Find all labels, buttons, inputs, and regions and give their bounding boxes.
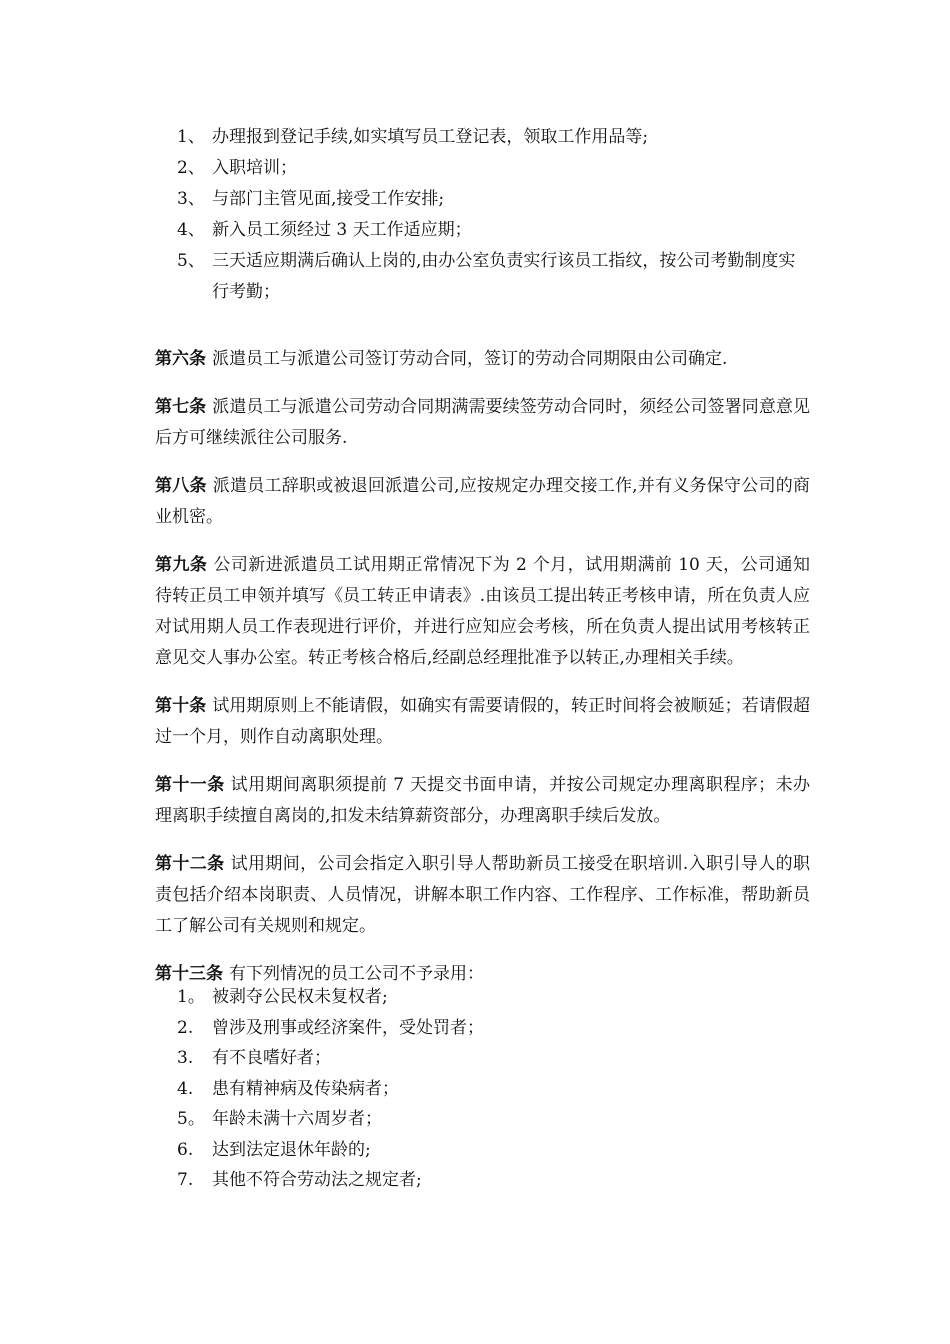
article-text: 试用期原则上不能请假，如确实有需要请假的，转正时间将会被顺延；若请假超过一个月，则作自动离职处理。 (155, 696, 811, 747)
list-text: 三天适应期满后确认上岗的,由办公室负责实行该员工指纹，按公司考勤制度实行考勤； (212, 251, 796, 302)
article-10 (155, 691, 810, 753)
list-text: 入职培训； (212, 158, 297, 178)
list-item (155, 1104, 810, 1135)
article-text: 派遣员工辞职或被退回派遣公司,应按规定办理交接工作,并有义务保守公司的商业机密。 (155, 476, 811, 527)
article-label: 第十一条 (155, 775, 225, 795)
list-item (155, 1135, 810, 1166)
article-8 (155, 471, 810, 533)
list-item (155, 153, 810, 184)
list-item (155, 1013, 810, 1044)
article-11 (155, 770, 810, 832)
list-number: 4、 (177, 220, 205, 240)
list-text: 与部门主管见面,接受工作安排; (212, 189, 445, 209)
article-label: 第九条 (155, 555, 208, 575)
article-9 (155, 550, 810, 674)
list-item (155, 1074, 810, 1105)
list-number: 5。 (177, 1109, 205, 1129)
list-item (155, 246, 810, 308)
article-label: 第六条 (155, 349, 206, 369)
list-number: 6. (177, 1139, 194, 1160)
article-7 (155, 392, 810, 454)
onboarding-steps-list (155, 122, 810, 308)
list-item (155, 982, 810, 1013)
article-text: 派遣员工与派遣公司签订劳动合同，签订的劳动合同期限由公司确定. (212, 349, 728, 369)
list-number: 5、 (177, 251, 205, 271)
list-number: 1。 (177, 987, 205, 1007)
list-number: 7. (177, 1170, 194, 1190)
list-text: 被剥夺公民权未复权者; (212, 987, 388, 1007)
article-text: 试用期间离职须提前 7 天提交书面申请，并按公司规定办理离职程序；未办理离职手续擅自离岗的,扣发未结算薪资部分，办理离职手续后发放。 (155, 775, 811, 826)
list-text: 新入员工须经过 3 天工作适应期； (212, 220, 472, 240)
article-text: 公司新进派遣员工试用期正常情况下为 2 个月，试用期满前 10 天，公司通知待转正员工申领并填写《员工转正申请表》.由该员工提出转正考核申请，所在负责人应对试用期人员工作表现进行评价，并进行应知应会考核，所在负责人提出试用考核转正意见交人事办公室。转正考核合格后,经副总经理批准予以转正,办理相关手续。 (155, 555, 811, 668)
article-text: 派遣员工与派遣公司劳动合同期满需要续签劳动合同时，须经公司签署同意意见后方可继续派往公司服务. (155, 397, 811, 448)
article-label: 第十三条 (155, 964, 223, 984)
articles-section (155, 344, 810, 990)
list-text: 达到法定退休年龄的; (212, 1139, 371, 1160)
article-text: 有下列情况的员工公司不予录用： (229, 964, 484, 984)
list-number: 3、 (177, 189, 205, 209)
list-number: 4. (177, 1078, 194, 1099)
article-label: 第十条 (155, 696, 207, 716)
list-item (155, 1043, 810, 1074)
article-text: 试用期间，公司会指定入职引导人帮助新员工接受在职培训.入职引导人的职责包括介绍本岗职责、人员情况，讲解本职工作内容、工作程序、工作标准，帮助新员工了解公司有关规则和规定。 (155, 854, 810, 936)
article-6 (155, 344, 810, 375)
list-item (155, 184, 810, 215)
list-text: 曾涉及刑事或经济案件，受处罚者； (212, 1017, 484, 1038)
list-text: 患有精神病及传染病者； (212, 1078, 399, 1099)
list-number: 1、 (177, 127, 205, 147)
list-number: 2. (177, 1017, 194, 1038)
article-label: 第十二条 (155, 854, 225, 874)
disqualification-list (155, 982, 810, 1196)
article-12 (155, 849, 810, 942)
list-number: 3. (177, 1048, 194, 1068)
list-text: 有不良嗜好者； (212, 1048, 331, 1068)
list-text: 其他不符合劳动法之规定者; (212, 1170, 422, 1190)
article-label: 第七条 (155, 397, 207, 417)
list-item (155, 122, 810, 153)
list-text: 办理报到登记手续,如实填写员工登记表，领取工作用品等; (212, 127, 649, 147)
article-label: 第八条 (155, 476, 207, 496)
list-item (155, 215, 810, 246)
list-text: 年龄未满十六周岁者； (212, 1109, 382, 1129)
list-number: 2、 (177, 158, 205, 178)
list-item (155, 1165, 810, 1196)
